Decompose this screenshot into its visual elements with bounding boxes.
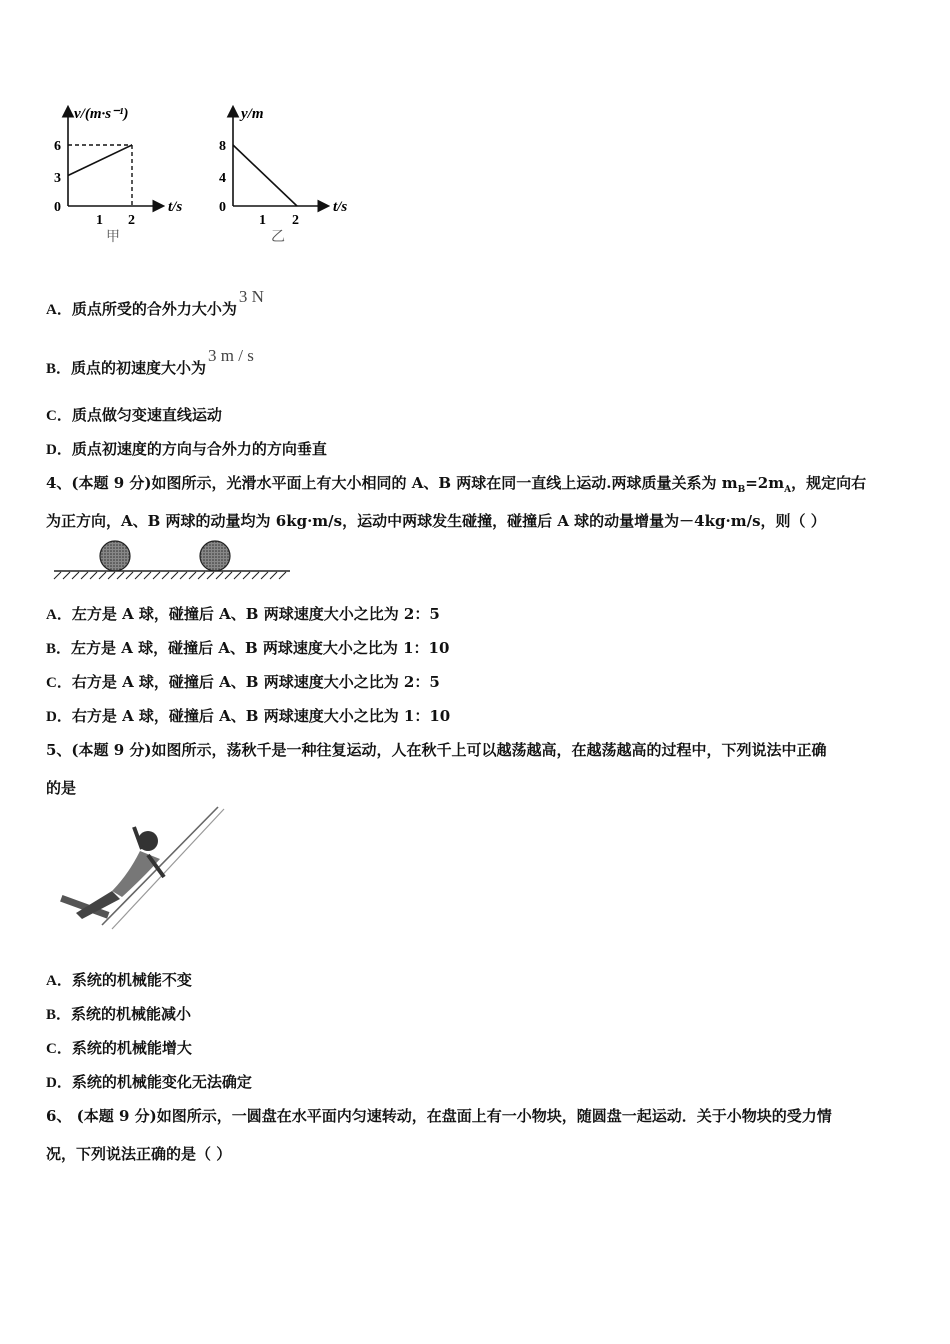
yi-ytick-0: 0 <box>219 200 226 215</box>
yi-data-line <box>233 145 297 206</box>
q6-stem-line1: 6、 (本题 9 分)如图所示，一圆盘在水平面内匀速转动，在盘面上有一小物块，随圆盘一起运动．关于小物块的受力情 <box>46 1107 832 1125</box>
jia-ytick-0: 0 <box>54 200 61 215</box>
q3-option-d: D．质点初速度的方向与合外力的方向垂直 <box>46 440 327 458</box>
jia-caption: 甲 <box>106 230 120 245</box>
jia-x-label: t/s <box>168 199 183 215</box>
swing-rope-front <box>102 807 218 925</box>
q5-option-b: B．系统的机械能减小 <box>46 1005 192 1023</box>
ground-hatch <box>54 572 286 579</box>
q4-stem-line1: 4、(本题 9 分)如图所示，光滑水平面上有大小相同的 A、B 两球在同一直线上运动.两球质量关系为 $m_B=2m_A$，规定向右 <box>46 474 867 495</box>
yi-xtick-2: 2 <box>292 213 299 228</box>
q5-option-d: D．系统的机械能变化无法确定 <box>46 1073 252 1091</box>
q5-option-c: C．系统的机械能增大 <box>46 1039 192 1057</box>
q4-figure-balls <box>50 538 295 580</box>
yi-ytick-8: 8 <box>219 139 226 154</box>
ball-left <box>100 541 130 571</box>
q5-figure-swing <box>48 805 228 935</box>
q3-option-a-unit: 3 N <box>238 287 264 306</box>
q5-stem-line2: 的是 <box>46 779 77 797</box>
q4-option-b: B．左方是 A 球，碰撞后 A、B 两球速度大小之比为 1：10 <box>46 639 450 657</box>
q3-option-b-unit: 3 m / s <box>208 346 254 365</box>
q4-option-c: C．右方是 A 球，碰撞后 A、B 两球速度大小之比为 2：5 <box>46 673 440 691</box>
q5-stem-line1: 5、(本题 9 分)如图所示，荡秋千是一种往复运动，人在秋千上可以越荡越高，在越荡越高的过程中，下列说法中正确 <box>46 741 827 759</box>
q4-option-d: D．右方是 A 球，碰撞后 A、B 两球速度大小之比为 1：10 <box>46 707 451 725</box>
q4-stem-line2: 为正方向，A、B 两球的动量均为 6kg·m/s，运动中两球发生碰撞，碰撞后 A 球的动量增量为－4kg·m/s，则（ ） <box>46 512 826 530</box>
graph-jia <box>40 98 210 248</box>
jia-ytick-6: 6 <box>54 139 61 154</box>
q5-option-a: A．系统的机械能不变 <box>46 971 192 989</box>
graph-yi <box>205 98 375 248</box>
jia-xtick-2: 2 <box>128 213 135 228</box>
q3-option-c: C．质点做匀变速直线运动 <box>46 406 222 424</box>
jia-xtick-1: 1 <box>96 213 103 228</box>
jia-y-label: v/(m·s⁻¹) <box>74 106 129 122</box>
yi-y-label: y/m <box>241 106 264 122</box>
q6-stem-line2: 况，下列说法正确的是（ ） <box>46 1145 232 1163</box>
q4-option-a: A．左方是 A 球，碰撞后 A、B 两球速度大小之比为 2：5 <box>46 605 440 623</box>
yi-caption: 乙 <box>271 230 285 245</box>
yi-xtick-1: 1 <box>259 213 266 228</box>
yi-x-label: t/s <box>333 199 348 215</box>
jia-data-line <box>68 145 132 176</box>
swing-rope-back <box>112 809 224 929</box>
ball-right <box>200 541 230 571</box>
q3-option-a: A．质点所受的合外力大小为3 N <box>46 287 264 318</box>
jia-ytick-3: 3 <box>54 171 61 186</box>
yi-ytick-4: 4 <box>219 171 226 186</box>
q3-option-b: B．质点的初速度大小为3 m / s <box>46 346 254 377</box>
